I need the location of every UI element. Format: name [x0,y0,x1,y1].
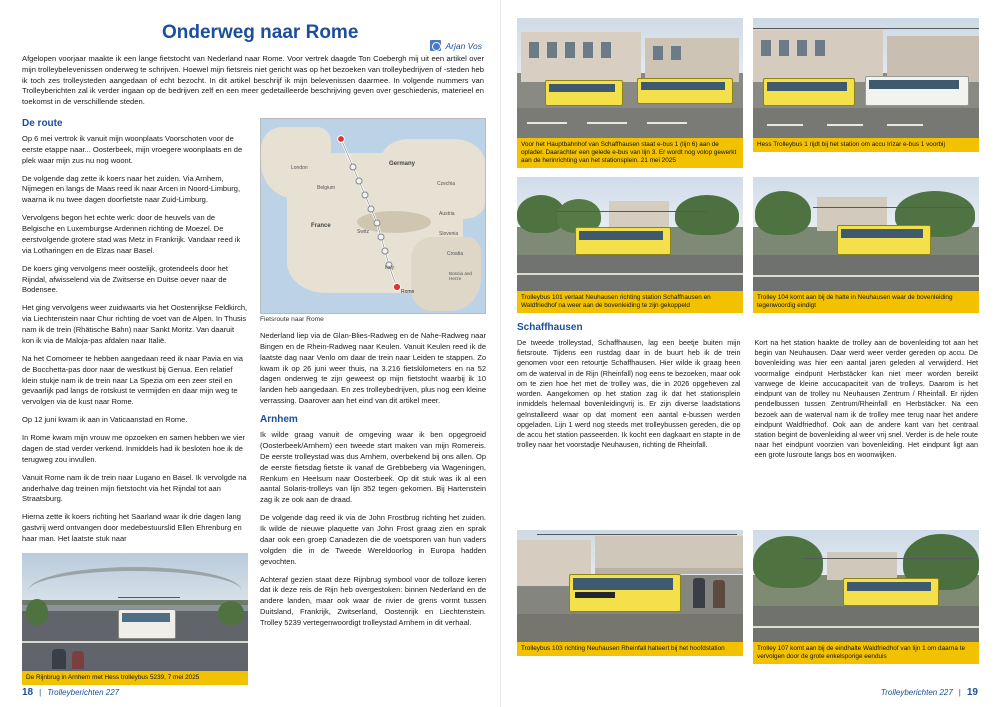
rijnbrug-arnhem-photo-block [22,553,248,685]
footer-right [881,687,978,698]
map-label: Austria [439,210,455,217]
paragraph: Het ging vervolgens weer zuidwaarts via het Oostenrijkse Feldkirch, via Liechtenstein naar Chur richting de voet van de Alpen. In Thusis nam ik de trein (Rhätische Bahn) naar Sankt Moritz. Van daaruit kon ik via de Maloja-pas afdalen naar Italië. [22,303,248,345]
trolley-107-waldfriedhof-photo [753,530,979,642]
left-columns [22,118,484,685]
map-label: Switz [357,228,369,235]
paragraph: De volgende dag reed ik via de John Frostbrug richting het zuiden. Ik wilde de nieuwe plaquette van John Frost graag zien en sprak daar ook een groep Canadezen die de voetsporen van hun vaders volgden die in de Tweede Wereldoorlog in Europa hadden gevochten. [260,513,486,566]
page-number: 18 [22,687,34,698]
map-label: Germany [389,160,416,167]
map-label: Slovenia [439,230,459,237]
photo-block-hauptbahnhof [517,18,743,168]
route-map-figure [260,118,486,323]
paragraph: Hierna zette ik koers richting het Saarland waar ik drie dagen lang gastvrij werd ontvangen door medebestuurslid Ellen Ehrenburg en haar man. Het laatste stuk naar [22,512,242,544]
footer-divider: | [958,688,961,697]
section-heading-arnhem: Arnhem [260,414,298,426]
left-column-2 [260,118,486,685]
photo-block-trolleybus-101 [517,177,743,313]
trolleybus-101-neuhausen-photo [517,177,743,291]
paragraph: In Rome kwam mijn vrouw me opzoeken en samen hebben we vier dagen de stad verder verkend. Inmiddels had ik besloten hoe ik de terugweg zou invullen. [22,433,246,464]
paragraph: Op 6 mei vertrok ik vanuit mijn woonplaats Voorschoten voor de eerste etappe naar... Oosterbeek, mijn vroegere woonplaats en de plek waar mijn zus nu nog woont. [22,133,243,165]
photo-caption: Trolley 107 komt aan bij de eindhalte Waldfriedhof van lijn 1 om daarna te vervolgen door de grote enkelsporige eenduis [753,642,979,664]
map-label: France [311,222,331,229]
photo-row-2 [517,177,978,313]
paragraph: Achteraf gezien staat deze Rijnbrug symbool voor de tolloze keren dat ik deze reis de Rijn heb overgestoken: binnen Nederland en de andere landen, maar ook waar de rivier de grens vormt tussen Duitsland, Frankrijk, Zwitserland, Oostenrijk en Liechtenstein. Trolley 5239 vertegenwoordigt trolleystad Arnhem in dit verhaal. [260,574,486,628]
map-caption: Fietsroute naar Rome [260,315,324,323]
route-map [260,118,486,314]
article-intro: Afgelopen voorjaar maakte ik een lange fietstocht van Nederland naar Rome. Voor vertrek daagde Ton Coebergh mij uit een artikel over mijn trolleybelevenissen onderweg te schrijven. Hoewel mijn fietsreis niet gericht was op het bezoeken van trolleybedrijven of -steden heb ik toch zes trolleysteden aangedaan of echt bezocht. In dit artikel beschrijf ik mijn belevenissen daarmee. In volgende nummers van Trolleyberichten zal ik verder ingaan op de bedrijven zelf en een meer gedetailleerde beschrijving geven over geschiedenis, materieel en toekomst in de verschillende steden. [22,54,484,107]
text-column-2 [755,338,979,467]
map-label: London [291,164,308,171]
map-label: Croatia [447,250,464,257]
paragraph: Nederland liep via de Glan-Blies-Radweg en de Nahe-Radweg naar Bingen en de Rhein-Radweg naar Keulen. Vanuit Keulen reed ik de laatste dag naar Venlo om daar de trein naar Leiden te stappen. Zo kwam ik op 26 juni weer thuis, na 3.216 fietskilometers en na 52 dagen onderweg te zijn geweest op mijn fietstocht waarbij ik 10 landen heb aangedaan. En zes trolleybedrijven, plus nog een kleine verrassing. Daarover aan het eind van dit artikel meer. [260,330,486,406]
paragraph: Ik wilde graag vanuit de omgeving waar ik ben opgegroeid (Oosterbeek/Arnhem) een tweede start maken van mijn Romereis. De eerste trolleystad was dus Arnhem, overbekend bij ons allen. Op de eerste fietsdag fietste ik vanaf de Grebbeberg via Wageningen, Renkum en Heelsum naar Oosterbeek. Op dit stuk was ik al een aantal Solaris-trolleys van lijn 352 tegen gekomen. Bij Hartenstein zag ik ze ook aan de draad. [260,430,486,505]
page-number: 19 [966,687,978,698]
schaffhausen-text-columns [517,338,978,467]
footer-title: Trolleyberichten 227 [880,688,953,697]
footer-title: Trolleyberichten 227 [47,688,120,697]
photo-caption: Trolley 104 komt aan bij de halte in Neuhausen waar de bovenleiding tegenwoordig eindigt [753,291,979,313]
right-page [500,0,1000,707]
map-label: Czechia [437,180,456,187]
photo-caption: Trolleybus 101 verlaat Neuhausen richting station Schaffhausen en Waldfriedhof na weer aan de bovenleiding te zijn gekoppeld [517,291,743,313]
hess-trolleybus-1-photo [753,18,979,138]
photo-row-3 [517,530,979,664]
page-title: Onderweg naar Rome [162,22,359,43]
trolleybus-103-rheinfall-photo [517,530,743,642]
map-label: Rome [401,288,415,295]
byline-text: Arjan Vos [445,40,482,51]
paragraph: Kort na het station haakte de trolley aan de bovenleiding tot aan het begin van Neuhausen. Daar werd weer verder gereden op accu. De bovenleiding was hier een aantal jaren geleden al verwijderd. Het voormalige eindpunt Herbstäcker kan niet meer worden bereikt vanwege de kleine accucapaciteit van de trolleys. Daarom is het eindpunt van de trolley nu Neuhausen Zentrum / Rheinfall. Er rijden pendelbussen tussen Zentrum/Rheinfall en Herbstäcker. Na een bezoek aan de waterval nam ik de trolley mee terug naar het andere eindpunt Waldfriedhof. Ook aan de andere kant van het centraal station begint de bovenleiding al weer vrij snel. Verder is de hele route naar het eindpunt voorzien van bovenleiding. Het eindpunt ligt aan een grote lusroute langs bos en woonwijken. [754,338,978,460]
photo-block-hess-trolleybus [753,18,979,168]
photo-row-1 [517,18,978,168]
footer-left [22,687,119,698]
paragraph: Vervolgens begon het echte werk: door de heuvels van de Belgische en Luxemburgse Ardennen richting de Moezel. De eerstvolgende grotere stad was Metz in Frankrijk. Vandaar reed ik via Lotharingen en de Elzas naar Basel. [22,213,241,255]
trolley-104-neuhausen-photo [753,177,979,291]
byline [430,40,482,51]
paragraph: Op 12 juni kwam ik aan in Vaticaanstad en Rome. [22,415,188,425]
photo-block-trolley-104 [753,177,979,313]
paragraph: Na het Comomeer te hebben aangedaan reed ik naar Pavia en via de Bocchetta-pas door naar de westkust bij Genua. Een relatief klein stukje nam ik de trein naar La Spezia om een zeer steil en gevaarlijk pad langs de rotskust te vermijden en daar mijn weg te vervolgen via de kust naar Rome. [22,353,243,407]
map-label: Belgium [317,184,336,191]
left-column-1 [22,118,248,685]
paragraph: De volgende dag zette ik koers naar het zuiden. Via Arnhem, Nijmegen en langs de Maas reed ik naar Arcen in Noord-Limburg, waarna ik nu twee dagen doorfietste naar Zuid-Limburg. [22,173,241,205]
photo-block-trolley-107 [753,530,979,664]
photo-block-trolleybus-103 [517,530,743,664]
photo-caption: Hess Trolleybus 1 rijdt bij het station om accu Irizar e-bus 1 voorbij [753,138,979,152]
paragraph: De koers ging vervolgens meer oostelijk, grotendeels door het Rijndal, afwisselend via de Zwitserse en Duitse oever naar de Bodensee. [22,263,228,295]
rijnbrug-arnhem-photo [22,553,248,671]
author-badge-icon [430,40,441,51]
paragraph: Vanuit Rome nam ik de trein naar Lugano en Basel. Ik vervolgde na anderhalve dag treinen mijn fietstocht via het Rijndal tot aan Straatsburg. [22,472,247,504]
text-column-1 [517,338,741,467]
section-heading-schaffhausen: Schaffhausen [517,322,583,333]
paragraph: De tweede trolleystad, Schaffhausen, lag een beetje buiten mijn fietsroute. Tijdens een rustdag daar in de buurt heb ik de trein genomen voor een retourtje Schaffhausen. Hier wilde ik graag heen om de waterval in de Rijn (Rheinfall) nog eens te bezoeken, maar ook om te zien hoe het met de trolley was, die in 2026 opgeheven zal worden. Aangekomen op het station zag ik dat het stationsplein inmiddels helemaal bovenleidingvrij is. Er zijn diverse laadstations geïnstalleerd waar op dat moment een aantal e-bussen werden opgeladen. Lijn 1 werd nog steeds met trolleybussen gereden, die op de accu het station passeerden. Ik kocht een dagkaart en stapte in de trolley naar het voorstadje Neuhausen, richting de Rheinfall. [517,338,741,450]
photo-caption: Voor het Hauptbahnhof van Schaffhausen staat e-bus 1 (lijn 6) aan de oplader. Daarachter een gelede e-bus van lijn 3. Er wordt nog volop gewerkt aan de herinrichting van het stationsplein. 21 mei 2025 [517,138,743,168]
footer-divider: | [39,688,42,697]
hauptbahnhof-schaffhausen-photo [517,18,743,138]
section-heading-route: De route [22,117,63,129]
photo-caption: De Rijnbrug in Arnhem met Hess trolleybus 5239, 7 mei 2025 [22,671,248,685]
map-label: Bosnia and Herze [449,270,472,281]
photo-caption: Trolleybus 103 richting Neuhausen Rheinfall halteert bij het hoofdstation [517,642,743,656]
map-label: Italy [385,264,395,271]
